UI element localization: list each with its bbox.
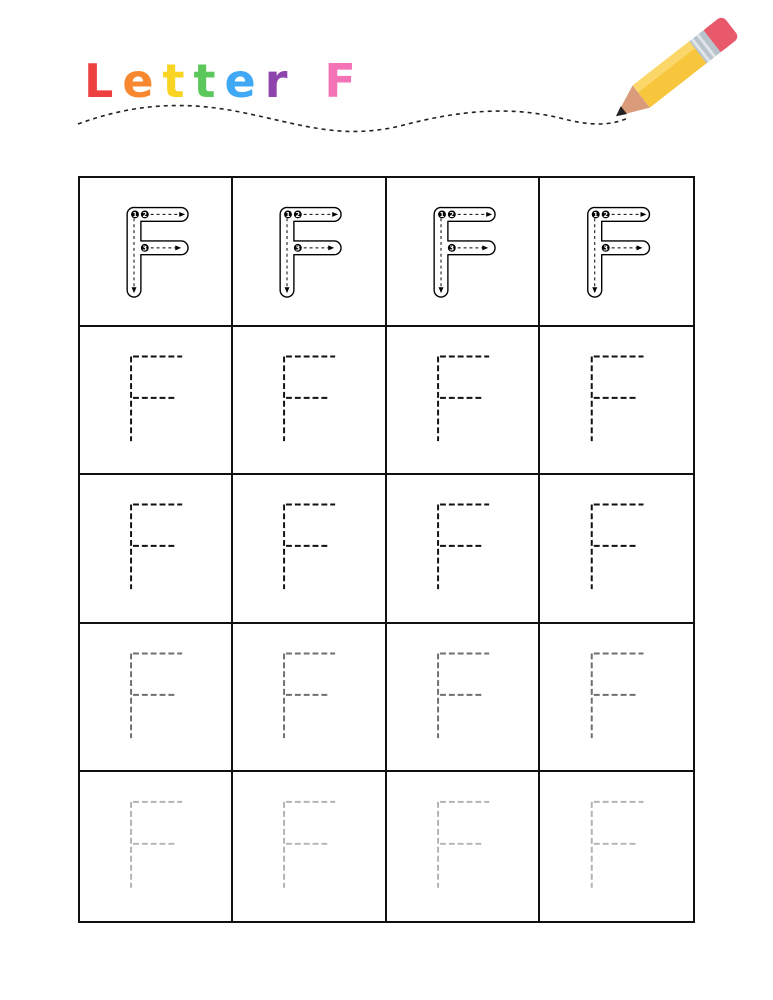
title-letter-5: e <box>224 54 265 108</box>
tracing-cell-r2-c4 <box>540 327 693 476</box>
stroke-number-3: 3 <box>142 244 148 253</box>
letter-f-trace <box>284 505 335 590</box>
worksheet-title <box>84 44 365 108</box>
tracing-cell-r3-c2 <box>233 475 386 624</box>
letter-f-trace <box>284 653 335 738</box>
tracing-cell-r3-c4 <box>540 475 693 624</box>
tracing-cell-r2-c1 <box>80 327 233 476</box>
stroke-number-1: 1 <box>439 210 444 219</box>
letter-f-trace <box>131 653 182 738</box>
stroke-number-2: 2 <box>448 210 454 219</box>
letter-f-trace <box>438 505 489 590</box>
stroke-number-1: 1 <box>285 210 291 219</box>
tracing-cell-r1-c1 <box>80 178 233 327</box>
letter-f-trace <box>438 653 489 738</box>
letter-f-trace <box>591 356 643 441</box>
tracing-cell-r4-c2 <box>233 624 386 773</box>
tracing-cell-r2-c3 <box>387 327 540 476</box>
title-letter-1: L <box>84 54 123 108</box>
tracing-cell-r5-c4 <box>540 772 693 921</box>
letter-f-trace <box>131 802 182 888</box>
title-letter-2: e <box>122 54 163 108</box>
letter-f-trace <box>591 505 643 590</box>
tracing-grid <box>78 176 695 923</box>
title-letter-3: t <box>162 54 194 108</box>
letter-f-guide <box>588 207 650 297</box>
tracing-cell-r5-c1 <box>80 772 233 921</box>
tracing-cell-r1-c3 <box>387 178 540 327</box>
letter-f-trace <box>438 356 489 441</box>
tracing-cell-r4-c3 <box>387 624 540 773</box>
stroke-number-2: 2 <box>603 210 608 219</box>
title-letter-7: F <box>324 54 365 108</box>
tracing-cell-r1-c2 <box>233 178 386 327</box>
letter-f-guide <box>280 207 341 297</box>
letter-f-trace <box>131 505 182 590</box>
letter-f-trace <box>284 356 335 441</box>
tracing-cell-r5-c2 <box>233 772 386 921</box>
letter-f-trace <box>438 802 489 888</box>
title-letter-4: t <box>193 54 225 108</box>
tracing-cell-r5-c3 <box>387 772 540 921</box>
tracing-cell-r4-c4 <box>540 624 693 773</box>
stroke-number-3: 3 <box>295 244 301 253</box>
tracing-cell-r2-c2 <box>233 327 386 476</box>
stroke-number-3: 3 <box>603 244 608 253</box>
stroke-number-1: 1 <box>593 210 598 219</box>
letter-f-trace <box>131 356 182 441</box>
stroke-number-3: 3 <box>448 244 454 253</box>
letter-f-guide <box>434 207 495 297</box>
letter-f-trace <box>591 802 643 888</box>
stroke-number-1: 1 <box>132 210 138 219</box>
tracing-cell-r4-c1 <box>80 624 233 773</box>
stroke-number-2: 2 <box>142 210 148 219</box>
stroke-number-2: 2 <box>295 210 301 219</box>
tracing-cell-r3-c3 <box>387 475 540 624</box>
title-letter-6: r <box>264 54 297 108</box>
tracing-cell-r3-c1 <box>80 475 233 624</box>
letter-f-trace <box>591 653 643 738</box>
tracing-cell-r1-c4 <box>540 178 693 327</box>
letter-f-trace <box>284 802 335 888</box>
letter-f-guide <box>127 207 188 297</box>
pencil-icon <box>600 0 760 140</box>
